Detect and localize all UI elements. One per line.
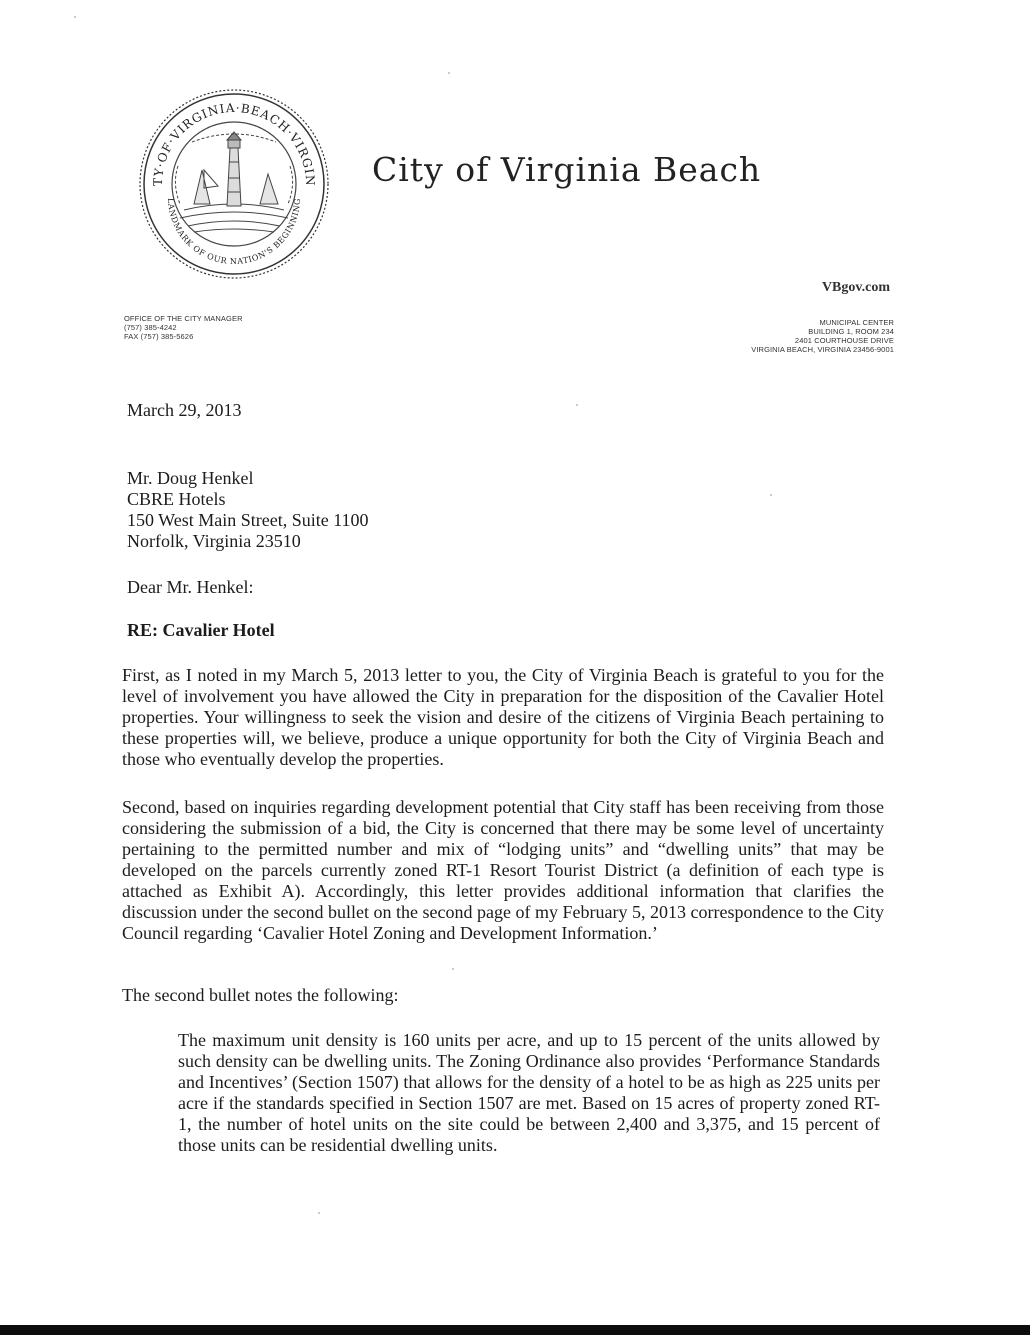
letter-date: March 29, 2013 xyxy=(127,400,242,420)
seal-outer-text: TY·OF·VIRGINIA·BEACH·VIRGIN xyxy=(150,100,318,187)
scan-speck xyxy=(452,968,454,970)
scan-speck xyxy=(74,16,76,18)
office-phone: (757) 385-4242 xyxy=(124,323,177,332)
paragraph-text: The second bullet notes the following: xyxy=(122,985,399,1005)
recipient-company: CBRE Hotels xyxy=(127,489,226,509)
body-paragraph xyxy=(122,665,884,770)
body-paragraph xyxy=(122,985,884,1006)
subject-line: RE: Cavalier Hotel xyxy=(127,620,275,640)
scan-speck xyxy=(770,494,772,496)
paragraph-text: Second, based on inquiries regarding development potential that City staff has been receiving from those considering the submission of a bid, the City is concerned that there may be some level of uncertainty pertaining to the permitted number and mix of “lodging units” and “dwelling units” that may be developed on the parcels currently zoned RT-1 Resort Tourist District (a definition of each type is attached as Exhibit A). Accordingly, this letter provides additional information that clarifies the discussion under the second bullet on the second page of my February 5, 2013 correspondence to the City Council regarding ‘Cavalier Hotel Zoning and Development Information.’ xyxy=(122,797,884,943)
recipient-street: 150 West Main Street, Suite 1100 xyxy=(127,510,369,530)
municipal-line-3: 2401 COURTHOUSE DRIVE xyxy=(794,336,894,345)
recipient-address xyxy=(127,468,369,552)
lighthouse-seal-icon xyxy=(132,86,336,282)
office-contact-block xyxy=(124,314,243,341)
scan-speck xyxy=(576,404,578,406)
body-paragraph xyxy=(122,797,884,944)
recipient-city: Norfolk, Virginia 23510 xyxy=(127,531,301,551)
scan-bottom-edge xyxy=(0,1325,1030,1335)
scan-speck xyxy=(318,1212,320,1214)
svg-text:LANDMARK OF OUR NATION'S BEGIN xyxy=(166,198,302,266)
office-fax: FAX (757) 385-5626 xyxy=(124,332,194,341)
municipal-line-2: BUILDING 1, ROOM 234 xyxy=(808,327,894,336)
salutation: Dear Mr. Henkel: xyxy=(127,577,254,597)
paragraph-text: First, as I noted in my March 5, 2013 letter to you, the City of Virginia Beach is grateful to you for the level of involvement you have allowed the City in preparation for the disposition of the Cavalier Hotel properties. Your willingness to seek the vision and desire of the citizens of Virginia Beach pertaining to these properties will, we believe, produce a unique opportunity for both the City of Virginia Beach and those who eventually develop the properties. xyxy=(122,665,884,769)
recipient-name: Mr. Doug Henkel xyxy=(127,468,254,488)
office-name: OFFICE OF THE CITY MANAGER xyxy=(124,314,243,323)
quote-text: The maximum unit density is 160 units per acre, and up to 15 percent of the units allowed by such density can be dwelling units. The Zoning Ordinance also provides ‘Performance Standards and Incentives’ (Section 1507) that allows for the density of a hotel to be as high as 225 units per acre if the standards specified in Section 1507 are met. Based on 15 acres of property zoned RT-1, the number of hotel units on the site could be between 2,400 and 3,375, and 15 percent of those units can be residential dwelling units. xyxy=(178,1030,880,1155)
svg-text:CITY·OF·VIRGINIA·BEACH·VIRGINI xyxy=(132,86,317,187)
web-address: VBgov.com xyxy=(821,280,890,295)
city-seal xyxy=(132,86,336,282)
scan-speck xyxy=(448,72,450,74)
block-quote xyxy=(178,1030,880,1156)
seal-bottom-text: LANDMARK OF OUR NATION'S BEGINNING xyxy=(165,197,303,267)
municipal-address-block xyxy=(751,318,894,354)
municipal-line-4: VIRGINIA BEACH, VIRGINIA 23456-9001 xyxy=(751,345,894,354)
city-title: City of Virginia Beach xyxy=(372,150,762,189)
municipal-line-1: MUNICIPAL CENTER xyxy=(819,318,894,327)
